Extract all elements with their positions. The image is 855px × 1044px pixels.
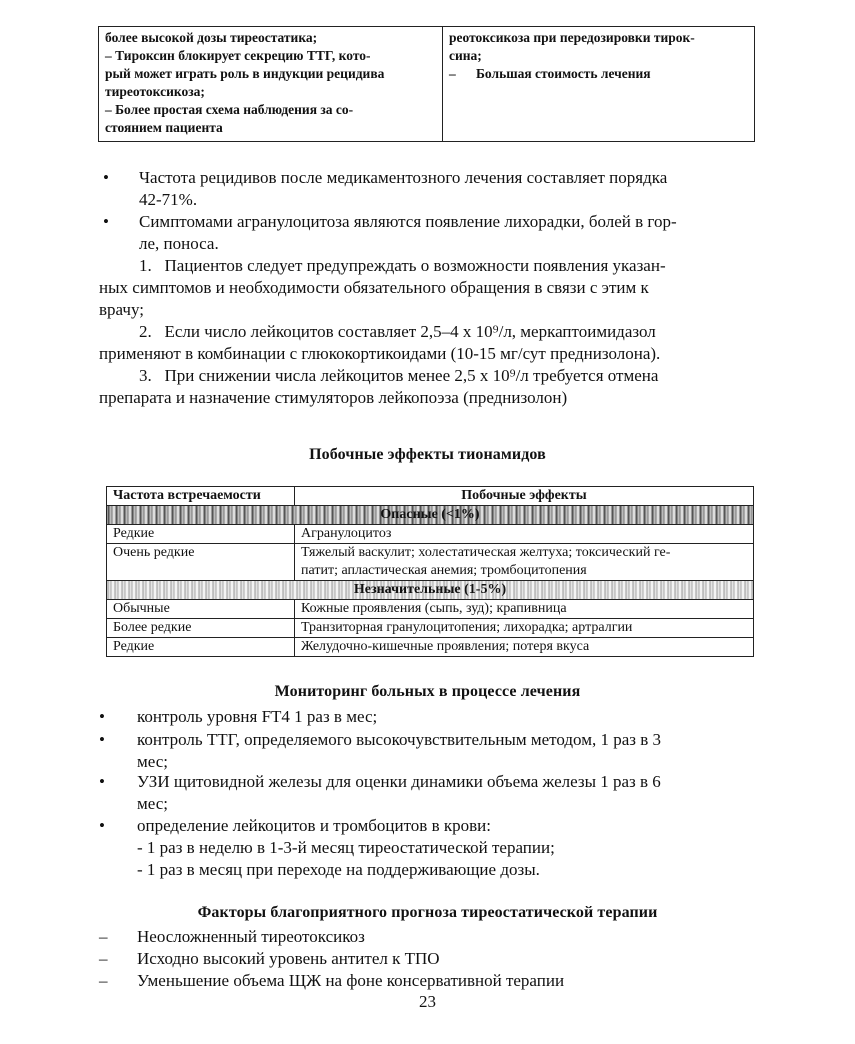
top-right-line: – Большая стоимость лечения xyxy=(449,66,651,81)
numbered-paragraph xyxy=(99,321,757,365)
table-cell: Транзиторная гранулоцитопения; лихорадка; артралгии xyxy=(295,619,754,638)
bullet-paragraph xyxy=(139,211,757,255)
table-cell: Более редкие xyxy=(107,619,295,638)
bullet-icon: • xyxy=(99,816,105,835)
bullet-icon: • xyxy=(103,168,109,187)
factor-item: Исходно высокий уровень антител к ТПО xyxy=(137,949,440,968)
cell-line: Тяжелый васкулит; холестатическая желтуха; токсический ге- xyxy=(301,545,671,560)
page-number: 23 xyxy=(419,992,436,1011)
text-line: УЗИ щитовидной железы для оценки динамики объема железы 1 раз в 6 xyxy=(137,772,661,791)
text-line: определение лейкоцитов и тромбоцитов в крови: xyxy=(137,816,491,835)
top-left-line: стоянием пациента xyxy=(105,120,223,135)
top-left-line: рый может играть роль в индукции рецидива xyxy=(105,66,385,81)
dash-icon: – xyxy=(99,949,108,968)
monitoring-item xyxy=(137,729,757,773)
table-cell: Агранулоцитоз xyxy=(295,525,754,544)
monitoring-item xyxy=(137,815,757,881)
group-row-header xyxy=(107,506,754,525)
group-label: Опасные (<1%) xyxy=(380,507,480,522)
table-cell: Желудочно-кишечные проявления; потеря вкуса xyxy=(295,638,754,657)
top-left-line: тиреотоксикоза; xyxy=(105,84,205,99)
factor-item: Неосложненный тиреотоксикоз xyxy=(137,927,365,946)
top-left-line: – Более простая схема наблюдения за со- xyxy=(105,102,354,117)
table-cell: Кожные проявления (сыпь, зуд); крапивница xyxy=(295,600,754,619)
monitoring-item xyxy=(137,771,757,815)
table-row xyxy=(107,544,754,581)
numbered-paragraph xyxy=(99,255,757,321)
text-line: 1. Пациентов следует предупреждать о возможности появления указан- xyxy=(139,256,666,275)
cell-line: патит; апластическая анемия; тромбоцитопения xyxy=(301,563,587,578)
table-cell xyxy=(295,544,754,581)
text-line: Симптомами агранулоцитоза являются появление лихорадки, болей в гор- xyxy=(139,212,677,231)
top-right-line: сина; xyxy=(449,48,482,63)
table-cell: Обычные xyxy=(107,600,295,619)
table-cell: Очень редкие xyxy=(107,544,295,581)
bullet-icon: • xyxy=(99,772,105,791)
top-left-line: более высокой дозы тиреостатика; xyxy=(105,30,318,45)
table-cell: Редкие xyxy=(107,525,295,544)
dash-icon: – xyxy=(99,971,108,990)
monitoring-title: Мониторинг больных в процессе лечения xyxy=(274,683,581,700)
text-line: контроль уровня FT4 1 раз в мес; xyxy=(137,707,378,726)
text-line: применяют в комбинации с глюкокортикоидами (10-15 мг/сут преднизолона). xyxy=(99,344,661,363)
group-label: Незначительные (1-5%) xyxy=(353,582,507,597)
top-left-line: – Тироксин блокирует секрецию ТТГ, кото- xyxy=(105,48,371,63)
table-row xyxy=(107,638,754,657)
side-effects-title: Побочные эффекты тионамидов xyxy=(309,446,546,463)
text-line: ле, поноса. xyxy=(139,234,219,253)
text-line: препарата и назначение стимуляторов лейкопоэза (преднизолон) xyxy=(99,388,568,407)
bullet-paragraph xyxy=(139,167,757,211)
table-cell: Редкие xyxy=(107,638,295,657)
text-line: - 1 раз в неделю в 1-3-й месяц тиреостатической терапии; xyxy=(137,838,555,857)
factors-title: Факторы благоприятного прогноза тиреостатической терапии xyxy=(197,904,658,921)
table-row xyxy=(107,600,754,619)
column-header: Частота встречаемости xyxy=(107,487,295,506)
text-line: Частота рецидивов после медикаментозного лечения составляет порядка xyxy=(139,168,668,187)
text-line: - 1 раз в месяц при переходе на поддерживающие дозы. xyxy=(137,860,540,879)
top-table-left-cell xyxy=(99,27,443,142)
text-line: 3. При снижении числа лейкоцитов менее 2,5 x 10⁹/л требуется отмена xyxy=(139,366,659,385)
bullet-icon: • xyxy=(99,707,105,726)
text-line: ных симптомов и необходимости обязательного обращения в связи с этим к xyxy=(99,278,649,297)
numbered-paragraph xyxy=(99,365,757,409)
top-right-line: реотоксикоза при передозировки тирок- xyxy=(449,30,695,45)
text-line: контроль ТТГ, определяемого высокочувствительным методом, 1 раз в 3 xyxy=(137,730,661,749)
table-row xyxy=(107,525,754,544)
top-table-right-cell xyxy=(443,27,755,142)
side-effects-table xyxy=(106,486,754,657)
text-line: мес; xyxy=(137,794,168,813)
group-row-header xyxy=(107,581,754,600)
text-line: 2. Если число лейкоцитов составляет 2,5–4 x 10⁹/л, меркаптоимидазол xyxy=(139,322,656,341)
text-line: врачу; xyxy=(99,300,144,319)
top-comparison-table xyxy=(98,26,755,142)
bullet-icon: • xyxy=(103,212,109,231)
bullet-icon: • xyxy=(99,730,105,749)
dash-icon: – xyxy=(99,927,108,946)
monitoring-item xyxy=(137,706,757,728)
factor-item: Уменьшение объема ЩЖ на фоне консервативной терапии xyxy=(137,971,565,990)
text-line: мес; xyxy=(137,752,168,771)
table-row xyxy=(107,619,754,638)
text-line: 42-71%. xyxy=(139,190,198,209)
column-header: Побочные эффекты xyxy=(295,487,754,506)
